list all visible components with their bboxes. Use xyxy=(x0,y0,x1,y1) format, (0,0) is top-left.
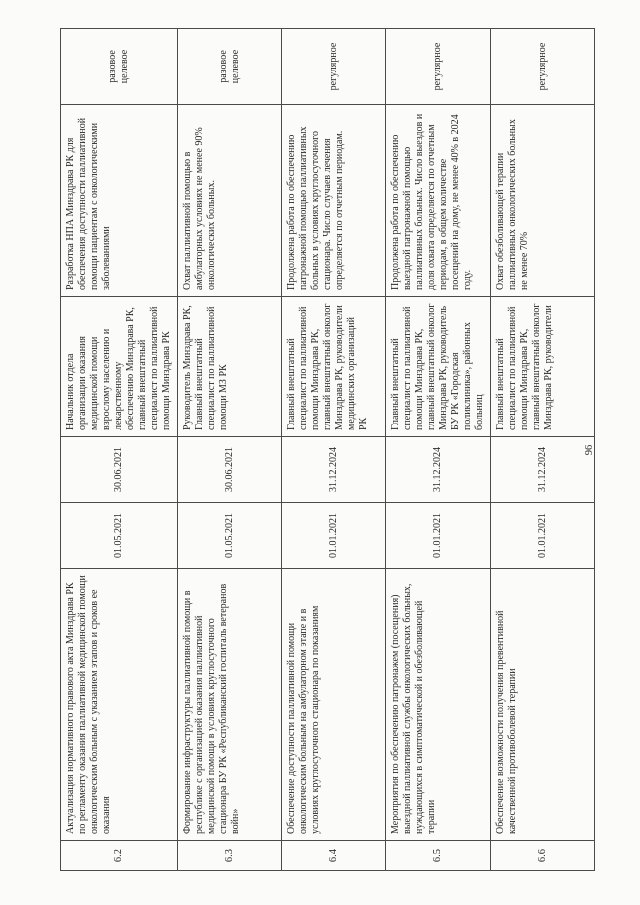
end-date-text: 31.12.2024 xyxy=(536,447,548,492)
row-number xyxy=(386,841,491,871)
table-row xyxy=(386,29,491,871)
end-date xyxy=(178,437,282,503)
responsible-persons xyxy=(386,297,491,437)
expected-result-text: Охват паллиативной помощью в амбулаторных условиях не менее 90% онкологических больных. xyxy=(182,127,217,290)
expected-result-text: Разработка НПА Минздрава РК для обеспечения доступности паллиативной помощи пациентам с онкологическими заболеваниями xyxy=(65,117,112,290)
end-date-text: 30.06.2021 xyxy=(113,447,124,492)
measure-frequency xyxy=(282,29,386,105)
measure-frequency xyxy=(61,29,178,105)
expected-result xyxy=(282,105,386,297)
measure-description-text: Мероприятия по обеспечению патронажем (посещения) выездной паллиативной службы онкологических больных, нуждающихся в симптоматической и обезболивающей терапии xyxy=(390,583,437,834)
responsible-persons-text: Руководитель Минздрава РК, Главный внештатный специалист по паллиативной помощи МЗ РК xyxy=(182,305,229,430)
end-date xyxy=(491,437,595,503)
expected-result xyxy=(491,105,595,297)
row-number xyxy=(178,841,282,871)
row-number xyxy=(61,841,178,871)
measure-description xyxy=(386,569,491,841)
responsible-persons-text: Главный внештатный специалист по паллиативной помощи Минздрава РК, главный внештатный онколог Минздрава РК, руководители медицинских организаций РК xyxy=(286,303,369,430)
measure-description-text: Формирование инфраструктуры паллиативной помощи в республике с организацией оказания паллиативной медицинской помощи в условиях круглосуточного стационара БУ РК «Республиканский госпиталь ветеранов войн» xyxy=(182,583,241,834)
row-number-text: 6.4 xyxy=(327,848,339,863)
rotated-page-content xyxy=(60,29,595,871)
responsible-persons-text: Главный внештатный специалист по паллиативной помощи Минздрава РК, главный внештатный онколог Минздрава РК, руководитель БУ РК «Городская поликлиника», районных больниц xyxy=(390,303,485,430)
expected-result-text: Охват обезболивающей терапии паллиативных онкологических больных не менее 70% xyxy=(495,119,530,290)
expected-result xyxy=(178,105,282,297)
table-row xyxy=(178,29,282,871)
expected-result-text: Продолжена работа по обеспечению выездной патронажной помощью паллиативных больных. Число выездов и доля охвата определяется по отчетным периодам, в общем количестве посещений на дому, не менее 40% в 2024 году. xyxy=(390,113,473,290)
measures-table xyxy=(60,28,595,871)
start-date-text: 01.05.2021 xyxy=(113,513,124,558)
measure-description xyxy=(491,569,595,841)
expected-result xyxy=(386,105,491,297)
responsible-persons xyxy=(178,297,282,437)
measure-frequency xyxy=(178,29,282,105)
measure-description-text: Обеспечение возможности получения превентивной качественной противоболевой терапии xyxy=(495,610,518,834)
expected-result-text: Продолжена работа по обеспечению патронажной помощью паллиативных больных в условиях круглосуточного стационара. Число случаев лечения определяется по отчетным периодам. xyxy=(286,126,345,290)
end-date xyxy=(61,437,178,503)
start-date xyxy=(386,503,491,569)
table-row xyxy=(491,29,595,871)
measure-frequency-text: регулярное xyxy=(536,42,548,91)
measure-frequency-text: разовое целевое xyxy=(217,49,241,84)
responsible-persons-text: Главный внештатный специалист по паллиативной помощи Минздрава РК, главный внештатный онколог Минздрава РК, руководители xyxy=(495,303,554,430)
start-date-text: 01.01.2021 xyxy=(536,513,548,558)
row-number-text: 6.3 xyxy=(223,848,235,863)
expected-result xyxy=(61,105,178,297)
measure-frequency xyxy=(386,29,491,105)
measure-description xyxy=(61,569,178,841)
measure-description xyxy=(178,569,282,841)
end-date xyxy=(282,437,386,503)
start-date xyxy=(491,503,595,569)
table-row xyxy=(61,29,178,871)
table-body xyxy=(61,29,595,871)
start-date-text: 01.01.2021 xyxy=(432,513,443,558)
row-number-text: 6.5 xyxy=(432,848,443,863)
responsible-persons xyxy=(61,297,178,437)
end-date xyxy=(386,437,491,503)
start-date-text: 01.01.2021 xyxy=(327,513,339,558)
responsible-persons xyxy=(282,297,386,437)
row-number-text: 6.6 xyxy=(536,848,548,863)
table-row xyxy=(282,29,386,871)
row-number xyxy=(491,841,595,871)
row-number-text: 6.2 xyxy=(113,848,124,863)
measure-description-text: Актуализация нормативного правового акта Минздрава РК по регламенту оказания паллиативной медицинской помощи онкологическим больным с указанием этапов и сроков ее оказания xyxy=(65,575,112,834)
start-date xyxy=(178,503,282,569)
end-date-text: 31.12.2024 xyxy=(327,447,339,492)
measure-frequency xyxy=(491,29,595,105)
responsible-persons xyxy=(491,297,595,437)
measure-frequency-text: регулярное xyxy=(432,42,443,91)
row-number xyxy=(282,841,386,871)
measure-description xyxy=(282,569,386,841)
measure-frequency-text: регулярное xyxy=(327,42,339,91)
page-number: 96 xyxy=(584,444,595,456)
responsible-persons-text: Начальник отдела организации оказания медицинской помощи взрослому населению и лекарственному обеспечению Минздрава РК, главный внештатный специалист по паллиативной помощи Минздрава РК xyxy=(65,306,172,430)
measure-frequency-text: разовое целевое xyxy=(107,49,130,84)
measure-description-text: Обеспечение доступности паллиативной помощи онкологическим больным на амбулаторном этапе и в условиях круглосуточного стационара по показаниям xyxy=(286,605,321,834)
end-date-text: 30.06.2021 xyxy=(223,447,235,492)
start-date-text: 01.05.2021 xyxy=(223,513,235,558)
start-date xyxy=(282,503,386,569)
end-date-text: 31.12.2024 xyxy=(432,447,443,492)
start-date xyxy=(61,503,178,569)
